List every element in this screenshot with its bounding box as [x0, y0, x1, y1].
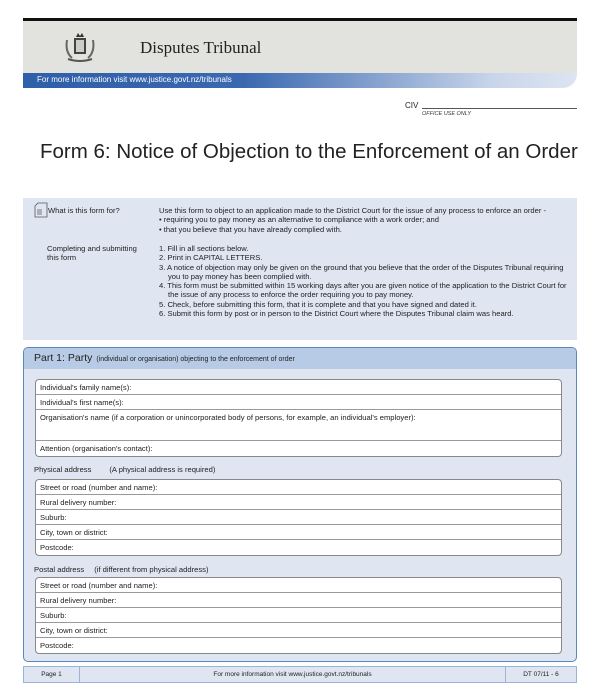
step: 4. This form must be submitted within 15 working days after you are given notice of the application to the District Court for the issue of any process to enforce the order requiring you to pay money. — [159, 281, 567, 300]
what-bullet: • that you believe that you have already complied with. — [159, 224, 342, 234]
coat-of-arms-logo — [62, 28, 98, 64]
info-box — [23, 198, 577, 340]
physical-street-field[interactable]: Street or road (number and name): — [36, 480, 561, 495]
physical-postcode-field[interactable]: Postcode: — [40, 543, 74, 552]
physical-city-field[interactable]: City, town or district: — [36, 525, 561, 540]
first-name-field[interactable]: Individual's first name(s): — [36, 395, 561, 410]
postal-address-label: Postal address — [34, 565, 85, 574]
part1-header — [24, 348, 576, 369]
postal-postcode-field[interactable]: Postcode: — [40, 641, 74, 650]
page-number: Page 1 — [24, 667, 80, 682]
part1-title: Part 1: Party — [34, 352, 93, 364]
physical-address-label: Physical address — [34, 465, 92, 474]
step: 6. Submit this form by post or in person to the District Court where the Disputes Tribunal claim was heard. — [159, 309, 514, 319]
form-code: DT 07/11 - 6 — [523, 671, 559, 678]
physical-rural-field[interactable]: Rural delivery number: — [36, 495, 561, 510]
civ-field[interactable] — [422, 108, 577, 109]
attention-field[interactable]: Attention (organisation's contact): — [40, 444, 153, 453]
info-bar[interactable]: For more information visit www.justice.govt.nz/tribunals — [23, 73, 577, 88]
step: 1. Fill in all sections below. — [159, 244, 249, 253]
physical-suburb-field[interactable]: Suburb: — [36, 510, 561, 525]
postal-city-field[interactable]: City, town or district: — [36, 623, 561, 638]
civ-label: CIV — [405, 101, 419, 110]
brand-name: Disputes Tribunal — [140, 38, 262, 57]
part1-subtitle: (individual or organisation) objecting to the enforcement of order — [96, 356, 295, 363]
physical-address-note: (A physical address is required) — [109, 465, 216, 474]
step: 2. Print in CAPITAL LETTERS. — [159, 253, 263, 263]
page-title: Form 6: Notice of Objection to the Enforcement of an Order — [40, 140, 578, 163]
what-text: Use this form to object to an application made to the District Court for the issue of any process to enforce an order - — [159, 206, 547, 215]
postal-street-field[interactable]: Street or road (number and name): — [36, 578, 561, 593]
organisation-name-field[interactable]: Organisation's name (if a corporation or unincorporated body of persons, for example, an individual's employer): — [36, 410, 561, 441]
what-label: What is this form for? — [48, 206, 120, 215]
postal-rural-field[interactable]: Rural delivery number: — [36, 593, 561, 608]
step: 3. A notice of objection may only be given on the ground that you believe that the order of the Disputes Tribunal requiring you to pay money has been complied with. — [159, 262, 564, 281]
postal-address-fields — [35, 577, 562, 654]
footer-info: For more information visit www.justice.govt.nz/tribunals — [80, 667, 506, 682]
document-icon — [34, 202, 48, 218]
completing-label: Completing and submitting this form — [47, 244, 137, 263]
part1-section — [23, 347, 577, 662]
family-name-field[interactable]: Individual's family name(s): — [36, 380, 561, 395]
postal-suburb-field[interactable]: Suburb: — [36, 608, 561, 623]
header-band — [23, 18, 577, 74]
footer — [23, 666, 577, 683]
step: 5. Check, before submitting this form, that it is complete and that you have signed and dated it. — [159, 299, 477, 309]
postal-address-note: (if different from physical address) — [94, 565, 209, 574]
physical-address-fields — [35, 479, 562, 556]
name-fields — [35, 379, 562, 457]
what-bullet: • requiring you to pay money as an alternative to compliance with a work order; and — [159, 215, 439, 225]
office-use-label: OFFICE USE ONLY — [422, 111, 472, 117]
